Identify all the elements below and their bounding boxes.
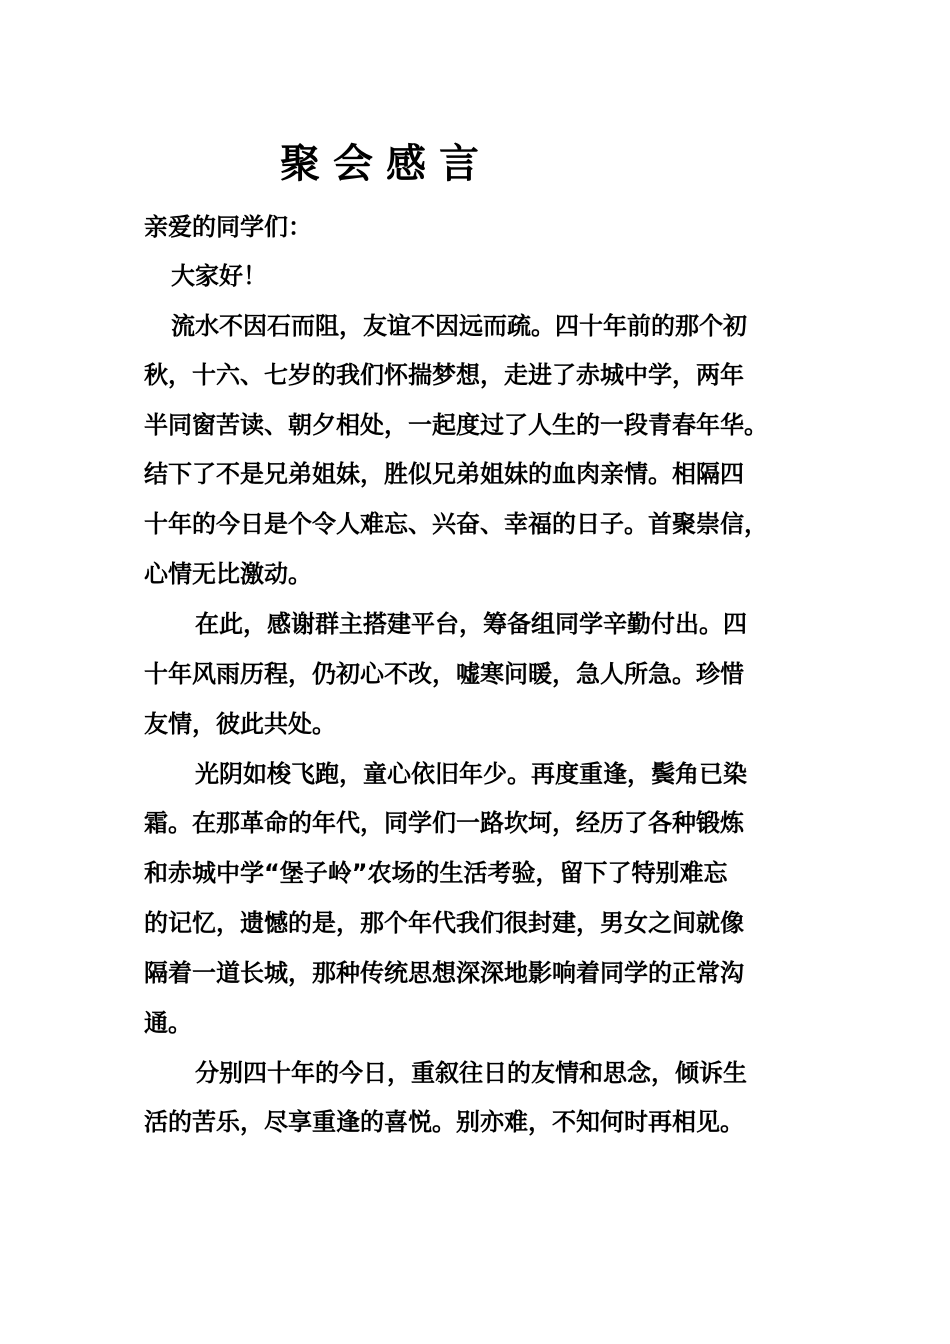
- paragraph-line: 十年风雨历程，仍初心不改，嘘寒问暖，急人所急。珍惜: [144, 660, 744, 688]
- paragraph-line: 通。: [144, 1009, 192, 1037]
- paragraph-line: 友情，彼此共处。: [144, 710, 336, 738]
- paragraph-line: 隔着一道长城，那种传统思想深深地影响着同学的正常沟: [144, 959, 744, 987]
- paragraph-line: 十年的今日是个令人难忘、兴奋、幸福的日子。首聚崇信，: [144, 510, 768, 538]
- document-title: 聚会感言: [280, 141, 492, 187]
- paragraph-line: 分别四十年的今日，重叙往日的友情和思念，倾诉生: [195, 1059, 747, 1087]
- paragraph-line: 结下了不是兄弟姐妹，胜似兄弟姐妹的血肉亲情。相隔四: [144, 460, 744, 488]
- paragraph-line: 和赤城中学“堡子岭”农场的生活考验，留下了特别难忘: [144, 859, 728, 887]
- paragraph-line: 半同窗苦读、朝夕相处，一起度过了人生的一段青春年华。: [144, 411, 768, 439]
- paragraph-line: 活的苦乐，尽享重逢的喜悦。别亦难，不知何时再相见。: [144, 1108, 744, 1136]
- paragraph-line: 霜。在那革命的年代，同学们一路坎坷，经历了各种锻炼: [144, 809, 744, 837]
- paragraph-line: 心情无比激动。: [144, 560, 312, 588]
- hello-line: 大家好！: [171, 262, 267, 290]
- paragraph-line: 光阴如梭飞跑，童心依旧年少。再度重逢，鬓角已染: [195, 760, 747, 788]
- paragraph-line: 秋，十六、七岁的我们怀揣梦想，走进了赤城中学，两年: [144, 361, 744, 389]
- paragraph-line: 的记忆，遗憾的是，那个年代我们很封建，男女之间就像: [144, 909, 744, 937]
- paragraph-line: 在此，感谢群主搭建平台，筹备组同学辛勤付出。四: [195, 610, 747, 638]
- greeting-line: 亲爱的同学们：: [144, 213, 312, 241]
- paragraph-line: 流水不因石而阻，友谊不因远而疏。四十年前的那个初: [171, 312, 747, 340]
